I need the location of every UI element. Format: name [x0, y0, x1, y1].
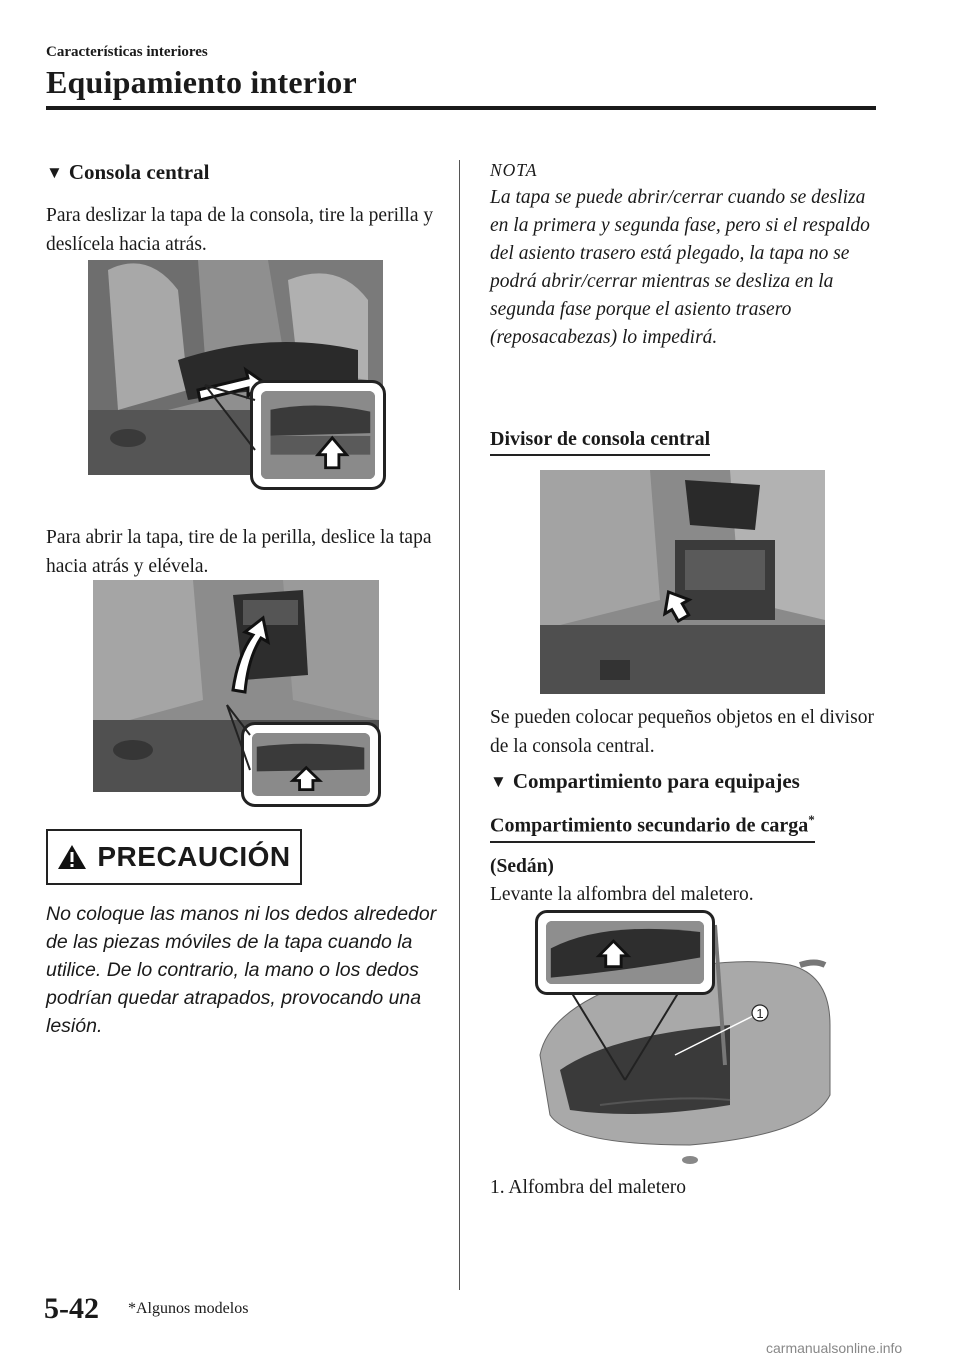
watermark: carmanualsonline.info	[766, 1340, 903, 1356]
paragraph-divisor: Se pueden colocar pequeños objetos en el divisor de la consola central.	[490, 707, 874, 757]
paragraph-slide-lid: Para deslizar la tapa de la consola, tire la perilla y deslícela hacia atrás.	[46, 205, 434, 255]
caution-text: No coloque las manos ni los dedos alrededor de las piezas móviles de la tapa cuando la utilice. De lo contrario, la mano o los dedos podrían quedar atrapados, provocando una lesión.	[46, 903, 437, 1037]
section-label: Características interiores	[46, 44, 208, 60]
trunk-mat-inset	[535, 910, 715, 995]
caution-title: PRECAUCIÓN	[97, 841, 291, 872]
triangle-bullet-icon: ▼	[46, 162, 63, 182]
subhead-compartimiento-secundario	[490, 812, 815, 843]
paragraph-lift-mat: Levante la alfombra del maletero.	[490, 884, 754, 905]
inset-pointer-lines	[222, 700, 257, 780]
console-slide-inset	[250, 380, 386, 490]
subhead-divisor: Divisor de consola central	[490, 428, 710, 456]
heading-consola-central	[46, 160, 209, 185]
title-rule	[46, 106, 876, 110]
heading-text: Compartimiento para equipajes	[512, 769, 800, 793]
triangle-bullet-icon: ▼	[490, 771, 507, 791]
warning-triangle-icon	[57, 844, 87, 870]
callout-number-1: 1	[756, 1006, 764, 1021]
asterisk-mark: *	[808, 812, 815, 827]
heading-compartimiento-equipajes	[490, 769, 800, 794]
paragraph-open-lid: Para abrir la tapa, tire de la perilla, deslice la tapa hacia atrás y elévela.	[46, 527, 432, 577]
subhead-text: Compartimiento secundario de carga	[490, 814, 809, 837]
caution-box	[46, 829, 302, 885]
console-open-inset	[241, 722, 381, 807]
column-divider	[459, 160, 460, 1290]
figure-caption: 1. Alfombra del maletero	[490, 1177, 687, 1198]
page-title: Equipamiento interior	[46, 64, 357, 100]
heading-text: Consola central	[68, 160, 210, 184]
footer-note: *Algunos modelos	[128, 1300, 249, 1317]
page-number: 5-42	[44, 1292, 99, 1325]
inset-pointer-lines	[200, 380, 260, 480]
note-text: La tapa se puede abrir/cerrar cuando se desliza en la primera y segunda fase, pero si el respaldo del asiento trasero está plegado, la tapa no se podrá abrir/cerrar mientras se desliza en la segunda fase porque el asiento trasero (reposacabezas) lo impedirá.	[490, 187, 870, 348]
note-label: NOTA	[490, 160, 538, 180]
console-divider-photo	[540, 470, 825, 694]
sedan-label: (Sedán)	[490, 856, 554, 877]
